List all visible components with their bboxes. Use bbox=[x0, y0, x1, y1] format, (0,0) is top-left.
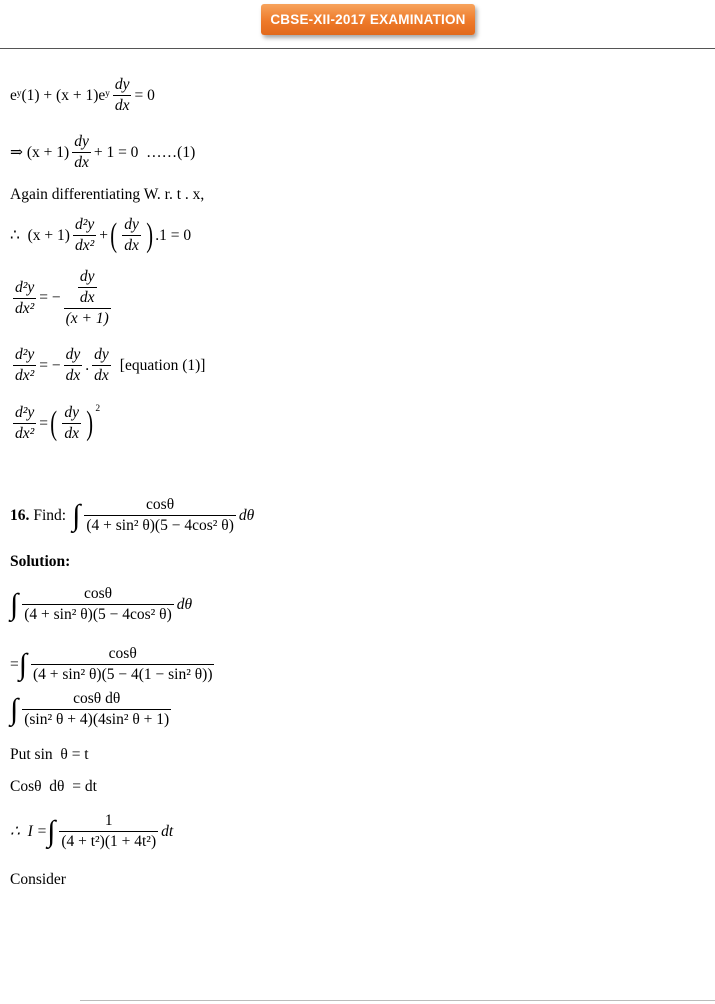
eq5-lhs bbox=[13, 346, 36, 385]
eq4-den: dx² bbox=[15, 299, 35, 317]
eq1-left: eʸ(1) + (x + 1)eʸ bbox=[10, 86, 110, 104]
equation-2 bbox=[10, 133, 195, 172]
s2-num: cosθ bbox=[108, 645, 137, 662]
eq3-den2: dx bbox=[124, 237, 139, 254]
eq3-lead: ∴ (x + 1) bbox=[10, 227, 70, 244]
eq6-num: d²y bbox=[15, 404, 35, 421]
again-text: Again differentiating W. r. t . x, bbox=[10, 186, 205, 203]
eq5-den: dx² bbox=[15, 367, 35, 384]
solution-heading bbox=[10, 553, 70, 571]
eq3-plus: + bbox=[99, 226, 108, 244]
s1-dtheta: dθ bbox=[176, 595, 193, 613]
eq4-rhs bbox=[64, 268, 111, 328]
eq1-right: = 0 bbox=[134, 86, 155, 104]
eq6-den: dx² bbox=[15, 425, 35, 442]
eq3-right: .1 = 0 bbox=[155, 226, 192, 244]
s2-fraction bbox=[31, 645, 215, 684]
eq2-num: dy bbox=[74, 133, 89, 150]
integral-sign: ∫ bbox=[18, 647, 27, 681]
eq4-inner-den: dx bbox=[79, 289, 95, 306]
eq2-right: + 1 = 0 ……(1) bbox=[93, 143, 196, 161]
solution-label: Solution: bbox=[10, 553, 71, 570]
question-16 bbox=[10, 496, 254, 535]
s4-den: (4 + t²)(1 + 4t²) bbox=[61, 833, 157, 850]
solution-step-2 bbox=[10, 645, 217, 684]
question-number: 16. bbox=[10, 506, 30, 524]
eq5-dot: . bbox=[85, 356, 90, 374]
question-find-label: Find: bbox=[33, 506, 67, 524]
equation-1 bbox=[10, 76, 155, 115]
eq5-d2: dx bbox=[94, 367, 109, 384]
equation-3 bbox=[10, 216, 191, 255]
eq5-n1: dy bbox=[65, 346, 81, 363]
s1-den: (4 + sin² θ)(5 − 4cos² θ) bbox=[24, 606, 172, 623]
put-text: Put sin θ = t bbox=[10, 746, 89, 763]
eq4-lhs bbox=[13, 279, 36, 318]
s2-eq: = bbox=[10, 655, 19, 673]
eq5-num: d²y bbox=[15, 346, 35, 363]
q16-fraction bbox=[84, 496, 236, 535]
eq6-in-num: dy bbox=[64, 404, 79, 421]
eq3-fraction-1 bbox=[73, 216, 96, 255]
s1-fraction bbox=[22, 585, 174, 624]
s4-lead: ∴ I = bbox=[10, 823, 48, 840]
eq3-fraction-2 bbox=[122, 216, 141, 255]
eq4-rhs-top bbox=[76, 268, 99, 308]
q16-dtheta: dθ bbox=[238, 506, 255, 524]
eq6-in-den: dx bbox=[64, 425, 79, 442]
eq5-d1: dx bbox=[65, 367, 81, 384]
exam-header-title: CBSE-XII-2017 EXAMINATION bbox=[270, 12, 466, 27]
integral-sign: ∫ bbox=[10, 692, 19, 726]
eq1-fraction bbox=[113, 76, 132, 115]
exam-header-badge bbox=[261, 4, 475, 35]
eq3-den1: dx² bbox=[74, 237, 95, 254]
eq3-num1: d²y bbox=[74, 216, 95, 233]
footer-divider bbox=[80, 1000, 715, 1001]
eq4-inner-fraction bbox=[78, 268, 97, 307]
equation-6 bbox=[10, 404, 100, 443]
q16-num: cosθ bbox=[146, 496, 175, 513]
text-again-differentiating bbox=[10, 186, 204, 204]
eq4-num: d²y bbox=[15, 278, 35, 296]
solution-step-3 bbox=[10, 690, 174, 729]
cos-text: Cosθ dθ = dt bbox=[10, 778, 97, 795]
s3-num: cosθ dθ bbox=[73, 690, 121, 707]
solution-step-1 bbox=[10, 585, 192, 624]
s4-num: 1 bbox=[104, 812, 113, 829]
eq5-n2: dy bbox=[94, 346, 109, 363]
header-divider bbox=[0, 48, 715, 49]
s2-den: (4 + sin² θ)(5 − 4(1 − sin² θ)) bbox=[32, 666, 213, 683]
solution-step-4 bbox=[10, 812, 173, 851]
cos-line bbox=[10, 778, 97, 796]
integral-sign: ∫ bbox=[72, 498, 81, 532]
equation-5 bbox=[10, 346, 205, 385]
integral-sign: ∫ bbox=[10, 587, 19, 621]
eq1-den: dx bbox=[114, 97, 130, 114]
q16-den: (4 + sin² θ)(5 − 4cos² θ) bbox=[86, 517, 234, 534]
eq2-den: dx bbox=[74, 154, 89, 171]
eq4-bottom: (x + 1) bbox=[65, 310, 109, 327]
left-paren: ( bbox=[110, 216, 118, 254]
eq5-eq: = − bbox=[39, 356, 61, 374]
eq5-fraction-2 bbox=[92, 346, 111, 385]
eq4-inner-num: dy bbox=[79, 268, 95, 285]
eq4-eq: = − bbox=[39, 289, 61, 306]
eq6-lhs bbox=[13, 404, 36, 443]
right-paren: ) bbox=[146, 216, 153, 254]
integral-sign: ∫ bbox=[47, 814, 56, 848]
s3-fraction bbox=[22, 690, 171, 729]
consider-text: Consider bbox=[10, 871, 66, 888]
eq6-power: 2 bbox=[95, 404, 101, 414]
right-paren: ) bbox=[86, 404, 94, 442]
eq5-note: [equation (1)] bbox=[119, 356, 206, 374]
eq6-eq: = bbox=[39, 414, 49, 432]
eq2-fraction bbox=[72, 133, 91, 172]
put-sin-line bbox=[10, 746, 89, 764]
s1-num: cosθ bbox=[83, 585, 113, 602]
s3-den: (sin² θ + 4)(4sin² θ + 1) bbox=[24, 711, 170, 728]
s4-dt: dt bbox=[161, 822, 174, 840]
eq6-inner bbox=[62, 404, 81, 443]
equation-4 bbox=[10, 268, 114, 328]
eq5-fraction-1 bbox=[64, 346, 83, 385]
consider-line bbox=[10, 871, 66, 889]
s4-fraction bbox=[59, 812, 158, 851]
eq1-num: dy bbox=[114, 76, 130, 93]
left-paren: ( bbox=[50, 404, 58, 442]
eq3-num2: dy bbox=[124, 216, 139, 233]
eq2-left: ⇒ (x + 1) bbox=[10, 144, 70, 161]
